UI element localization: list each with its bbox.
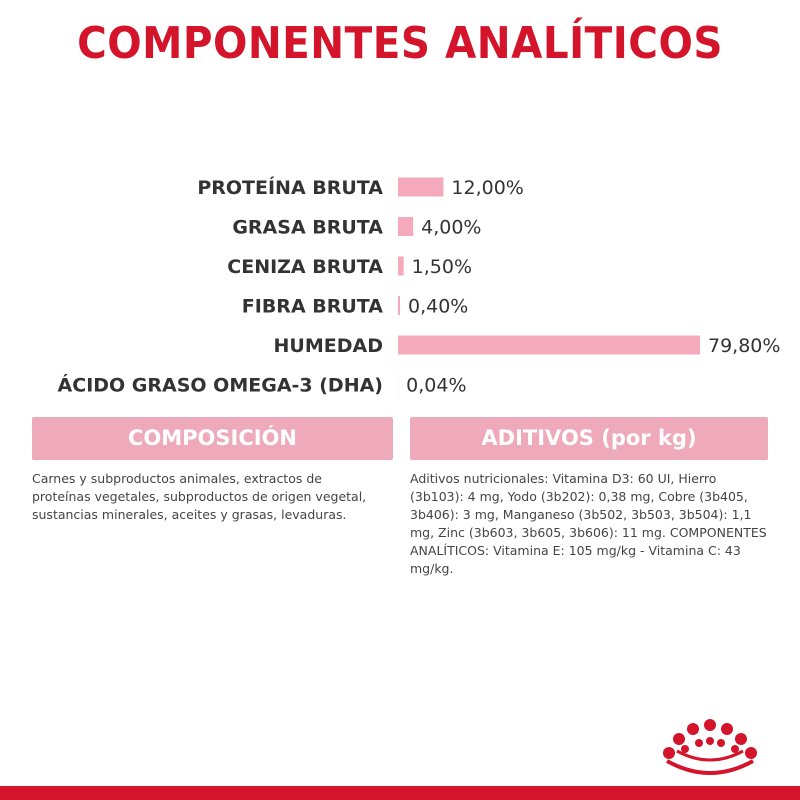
value-label: 12,00% <box>451 177 524 199</box>
value-label: 0,40% <box>408 295 469 318</box>
page-title: COMPONENTES ANALÍTICOS <box>77 18 723 69</box>
category-label: HUMEDAD <box>273 335 383 357</box>
value-label: 1,50% <box>411 256 473 278</box>
bar <box>398 178 443 197</box>
value-label: 0,04% <box>406 374 467 397</box>
category-label: FIBRA BRUTA <box>241 295 383 318</box>
value-label: 4,00% <box>421 216 482 239</box>
category-label: ÁCIDO GRASO OMEGA-3 (DHA) <box>57 374 383 397</box>
category-label: CENIZA BRUTA <box>227 256 383 278</box>
composition-text: Carnes y subproductos animales, extractos de proteínas vegetales, subproductos de origen vegetal, sustancias minerales, aceites y grasas, levaduras. <box>32 471 367 522</box>
composition-header: COMPOSICIÓN <box>32 417 393 460</box>
category-label: PROTEÍNA BRUTA <box>197 177 383 199</box>
category-label: GRASA BRUTA <box>232 216 383 239</box>
footer-bar <box>0 786 800 800</box>
additives-header: ADITIVOS (por kg) <box>410 417 768 460</box>
bar <box>398 217 413 236</box>
analytical-components-chart <box>0 160 800 405</box>
bar <box>398 257 404 276</box>
bar <box>398 336 700 355</box>
bar <box>398 296 400 315</box>
additives-text: Aditivos nutricionales: Vitamina D3: 60 UI, Hierro (3b103): 4 mg, Yodo (3b202): 0,38 mg, Cobre (3b405, 3b406): 3 mg, Manganeso (3b502, 3b503, 3b504): 1,1 mg, Zinc (3b603, 3b605, 3b606): 11 mg. COMPONENTES ANALÍTICOS: Vitamina E: 105 mg/kg - Vitamina C: 43 mg/kg. <box>410 471 767 576</box>
royal-crown-icon <box>655 705 765 780</box>
value-label: 79,80% <box>708 335 781 357</box>
